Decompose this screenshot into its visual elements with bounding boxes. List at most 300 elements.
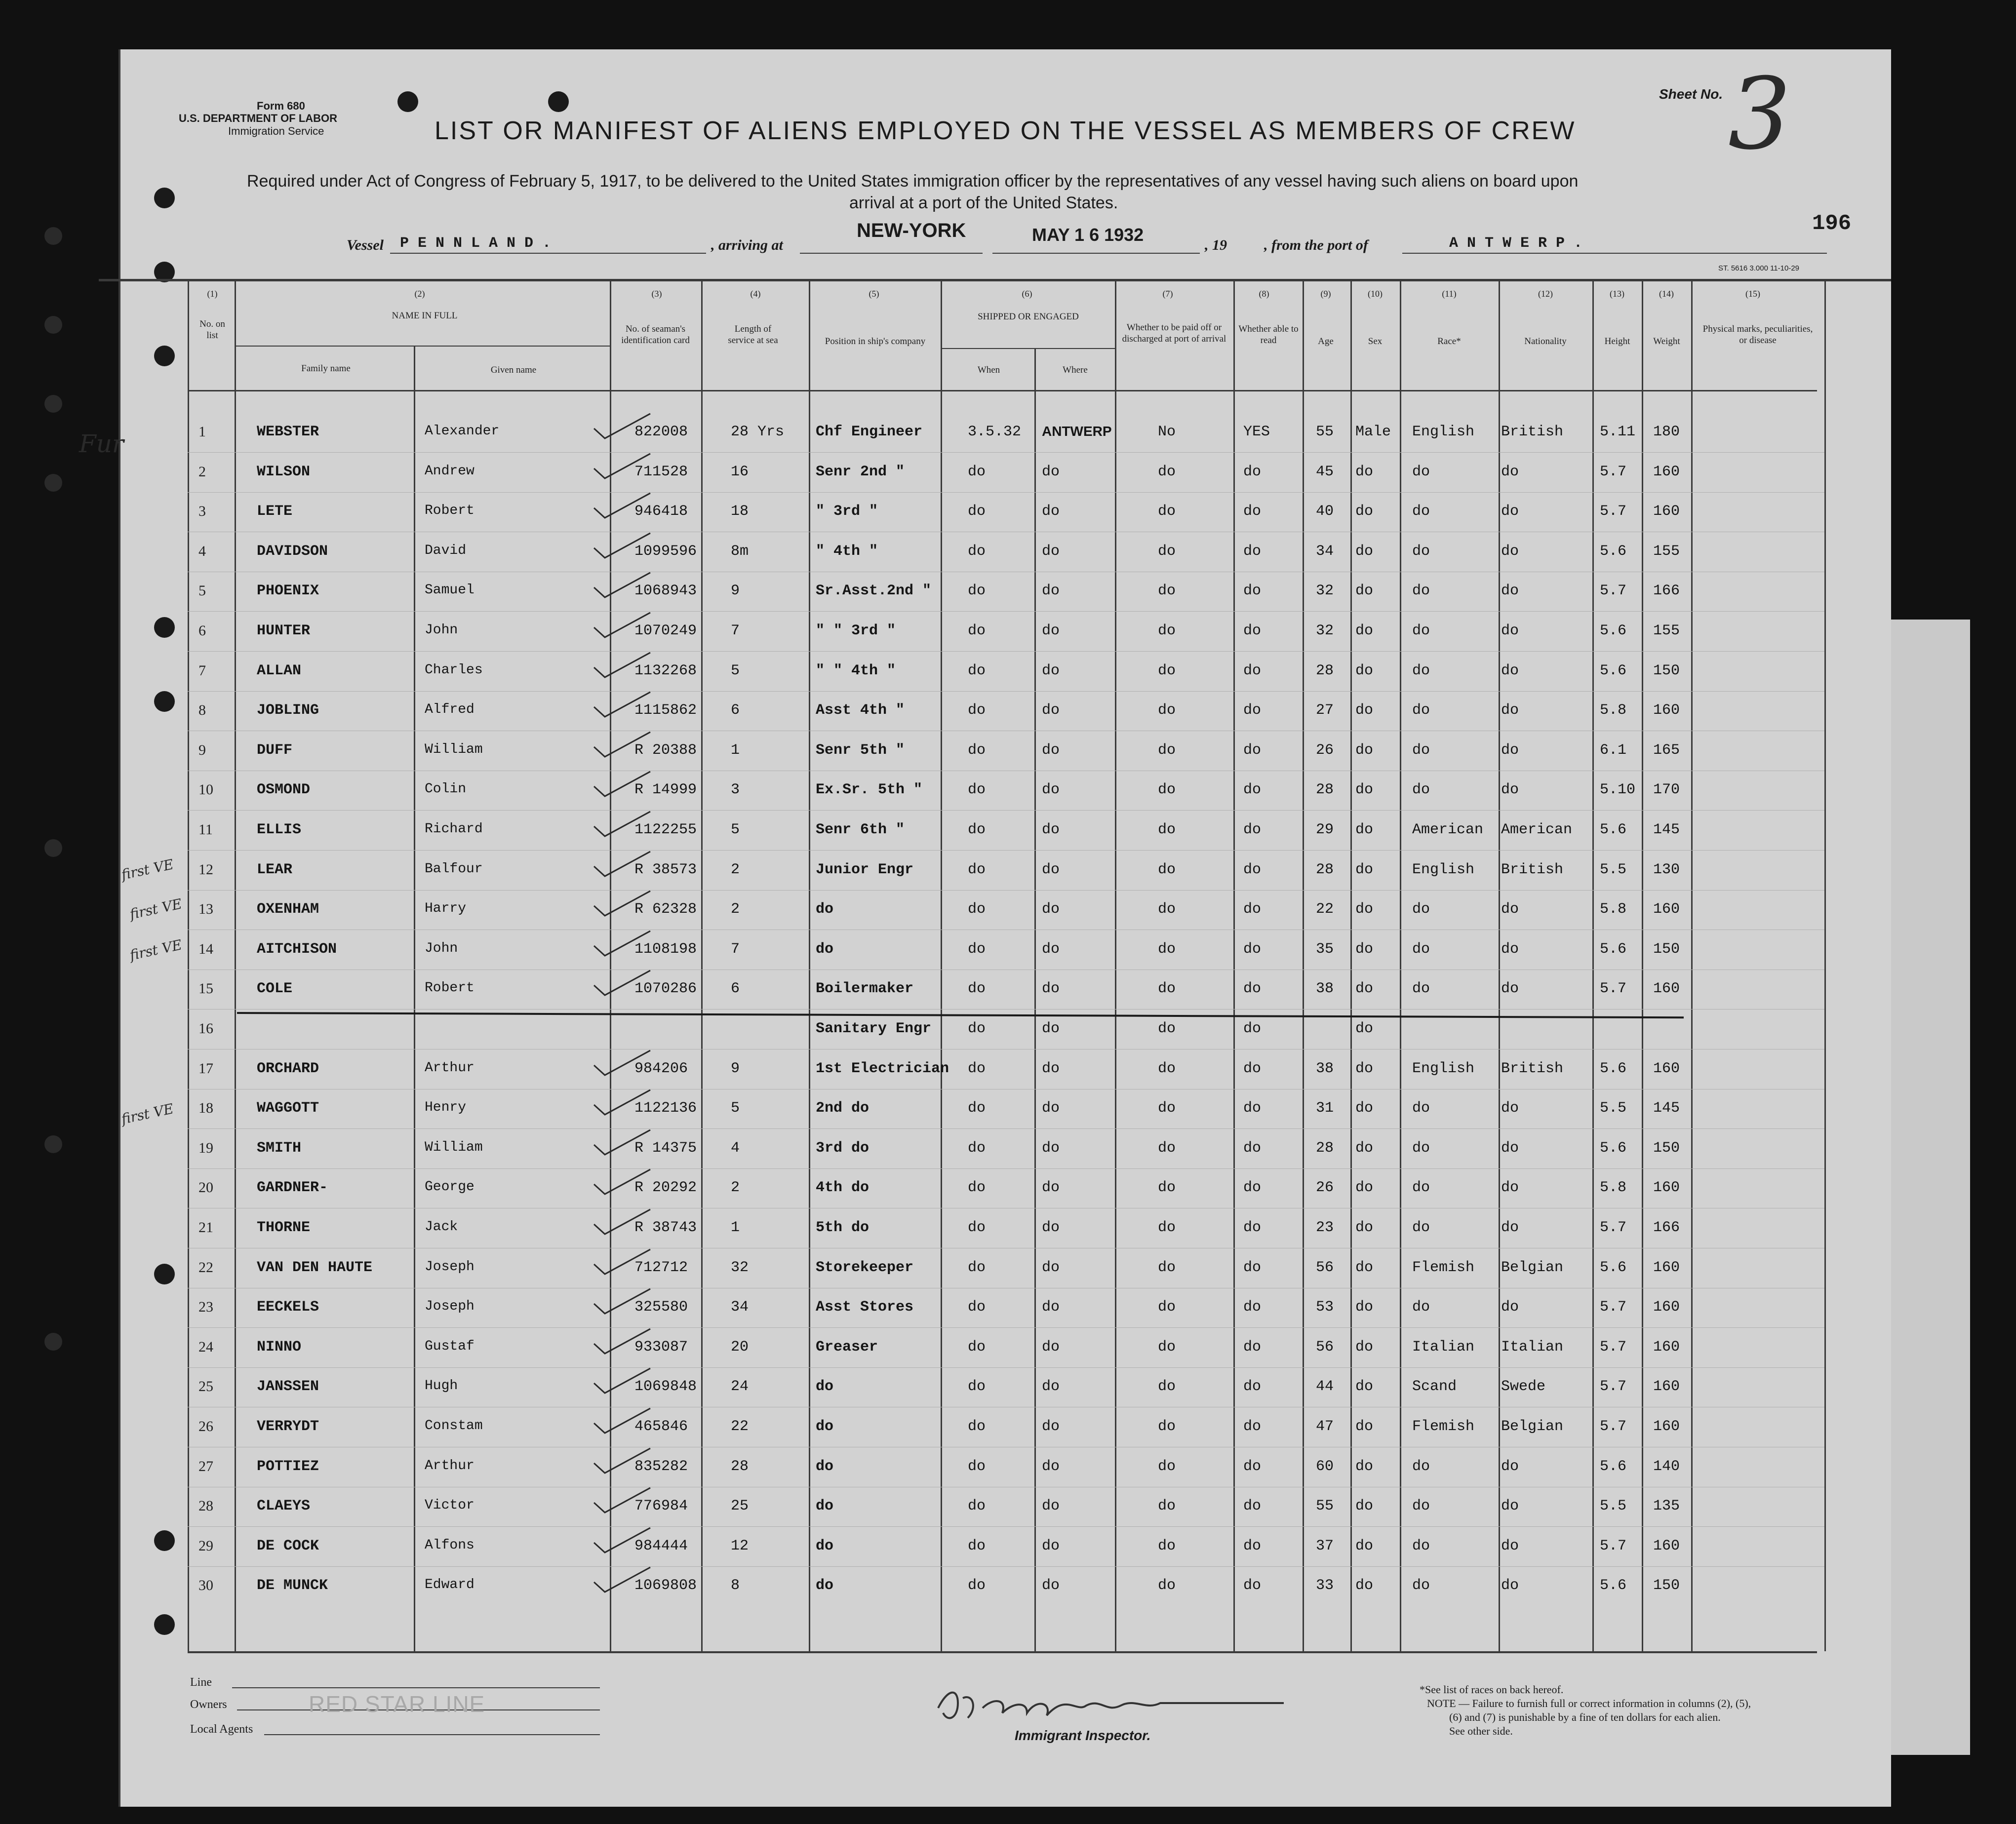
shipped-where: do	[1042, 1179, 1060, 1197]
binder-hole	[44, 395, 62, 413]
sex: do	[1355, 1338, 1374, 1356]
service-length: 1	[731, 741, 740, 759]
able-read: do	[1243, 1219, 1262, 1236]
able-read: do	[1243, 901, 1262, 918]
binder-hole	[154, 1614, 175, 1635]
family-name: LETE	[257, 503, 293, 520]
sex: do	[1355, 1537, 1374, 1554]
able-read: do	[1243, 1537, 1262, 1554]
margin-note: first VE	[119, 856, 175, 883]
header-when: When	[977, 365, 1000, 375]
name-subheader-rule	[235, 346, 610, 347]
age: 47	[1316, 1418, 1334, 1435]
race: do	[1412, 1458, 1430, 1475]
family-name: DUFF	[257, 741, 293, 759]
position: 3rd do	[816, 1139, 870, 1157]
row-number: 20	[198, 1179, 213, 1196]
shipped-when: do	[968, 1219, 986, 1236]
shipped-where: do	[1042, 622, 1060, 639]
shipped-when: do	[968, 622, 986, 639]
shipped-when: do	[968, 1418, 986, 1435]
row-rule	[188, 611, 1824, 612]
col-divider	[1034, 348, 1036, 1651]
height: 5.6	[1600, 1259, 1627, 1276]
nationality: Belgian	[1501, 1418, 1564, 1435]
col-num: (13)	[1610, 289, 1624, 299]
shipped-when: do	[968, 1498, 986, 1515]
age: 28	[1316, 662, 1334, 679]
header-family-name: Family name	[301, 363, 351, 374]
shipped-where: do	[1042, 861, 1060, 878]
sex: do	[1355, 1259, 1374, 1276]
age: 56	[1316, 1259, 1334, 1276]
sex: do	[1355, 940, 1374, 958]
weight: 150	[1653, 940, 1680, 958]
row-number: 1	[198, 424, 206, 440]
date-stamp: MAY 1 6 1932	[1032, 225, 1144, 245]
age: 28	[1316, 781, 1334, 799]
family-name: VERRYDT	[257, 1418, 319, 1435]
row-rule	[188, 691, 1824, 692]
col-num: (12)	[1538, 289, 1553, 299]
able-read: do	[1243, 781, 1262, 799]
race: do	[1412, 1537, 1430, 1554]
family-name: THORNE	[257, 1219, 311, 1236]
given-name: Andrew	[425, 463, 474, 479]
given-name: Alfred	[425, 702, 474, 718]
shipped-where: do	[1042, 543, 1060, 560]
shipped-when: do	[968, 1060, 986, 1077]
race: do	[1412, 503, 1430, 520]
position: do	[816, 1498, 834, 1515]
shipped-where: do	[1042, 901, 1060, 918]
shipped-when: do	[968, 1338, 986, 1356]
card-number: R 38573	[634, 861, 697, 878]
port-rule	[800, 253, 983, 254]
card-number: R 38743	[634, 1219, 697, 1236]
height: 5.6	[1600, 543, 1627, 560]
given-name: Joseph	[425, 1299, 474, 1315]
given-name: Colin	[425, 781, 467, 797]
nationality: British	[1501, 1060, 1564, 1077]
service-length: 18	[731, 503, 749, 520]
col-divider	[701, 281, 703, 1651]
age: 35	[1316, 940, 1334, 958]
service-length: 22	[731, 1418, 749, 1435]
sex: do	[1355, 861, 1374, 878]
able-read: do	[1243, 1179, 1262, 1197]
shipped-where: do	[1042, 1418, 1060, 1435]
able-read: do	[1243, 1577, 1262, 1594]
weight: 160	[1653, 901, 1680, 918]
header-age: Age	[1318, 336, 1334, 347]
shipped-where: do	[1042, 940, 1060, 958]
card-number: 984444	[634, 1537, 688, 1554]
service-length: 2	[731, 901, 740, 918]
line-label: Line	[190, 1676, 212, 1689]
weight: 160	[1653, 1060, 1680, 1077]
weight: 166	[1653, 582, 1680, 600]
margin-note: first VE	[119, 1100, 175, 1127]
service-length: 12	[731, 1537, 749, 1554]
binder-hole	[44, 1333, 62, 1351]
paid-off: do	[1158, 503, 1176, 520]
able-read: do	[1243, 1259, 1262, 1276]
shipped-where: do	[1042, 821, 1060, 838]
paid-off: do	[1158, 1100, 1176, 1117]
sex: do	[1355, 1498, 1374, 1515]
row-rule	[188, 1367, 1824, 1368]
given-name: Joseph	[425, 1259, 474, 1275]
form-number: Form 680	[257, 100, 305, 112]
check-mark-icon	[590, 1245, 654, 1280]
height: 5.7	[1600, 980, 1627, 998]
header-sex: Sex	[1368, 336, 1383, 347]
card-number: 946418	[634, 503, 688, 520]
shipped-where: do	[1042, 980, 1060, 998]
row-number: 13	[198, 901, 213, 918]
footer-note-2: NOTE — Failure to furnish full or correct information in columns (2), (5),	[1427, 1697, 1751, 1709]
position: do	[816, 1378, 834, 1396]
weight: 145	[1653, 821, 1680, 838]
height: 5.7	[1600, 463, 1627, 480]
card-number: 1070286	[634, 980, 697, 998]
row-number: 24	[198, 1338, 213, 1355]
card-number: 933087	[634, 1338, 688, 1356]
binder-hole	[397, 91, 418, 112]
height: 5.11	[1600, 424, 1636, 440]
col-num: (3)	[651, 289, 662, 299]
header-paid-off: Whether to be paid off or discharged at port of arrival	[1122, 322, 1226, 344]
shipped-where: do	[1042, 1537, 1060, 1554]
able-read: do	[1243, 1378, 1262, 1396]
service-length: 8	[731, 1577, 740, 1594]
able-read: do	[1243, 940, 1262, 958]
race: do	[1412, 622, 1430, 639]
header-length-service: Length of service at sea	[728, 324, 778, 346]
row-number: 7	[198, 662, 206, 679]
paid-off: No	[1158, 424, 1176, 440]
shipped-where: do	[1042, 1378, 1060, 1396]
shipped-when: do	[968, 1020, 986, 1037]
paid-off: do	[1158, 821, 1176, 838]
height: 5.5	[1600, 861, 1627, 878]
sex: do	[1355, 702, 1374, 719]
card-number: 822008	[634, 424, 688, 440]
able-read: YES	[1243, 424, 1270, 440]
age: 26	[1316, 1179, 1334, 1197]
paid-off: do	[1158, 1060, 1176, 1077]
height: 5.6	[1600, 1139, 1627, 1157]
shipped-when: do	[968, 901, 986, 918]
height: 5.6	[1600, 662, 1627, 679]
row-rule	[188, 452, 1824, 453]
row-number: 4	[198, 543, 206, 559]
col-divider	[1350, 281, 1352, 1651]
card-number: 984206	[634, 1060, 688, 1077]
binder-hole	[44, 474, 62, 492]
sex: do	[1355, 1219, 1374, 1236]
shipped-where: do	[1042, 1338, 1060, 1356]
given-name: Robert	[425, 980, 474, 996]
position: Senr 5th "	[816, 741, 905, 759]
row-number: 6	[198, 622, 206, 639]
vessel-label: Vessel	[347, 237, 384, 253]
service-length: 25	[731, 1498, 749, 1515]
height: 5.6	[1600, 1577, 1627, 1594]
able-read: do	[1243, 821, 1262, 838]
weight: 166	[1653, 1219, 1680, 1236]
position: do	[816, 1577, 834, 1594]
row-number: 26	[198, 1418, 213, 1435]
race: do	[1412, 1100, 1430, 1117]
year-label: , 19	[1205, 237, 1227, 253]
position: 1st Electrician	[816, 1060, 949, 1077]
row-number: 30	[198, 1577, 213, 1594]
service-length: 5	[731, 821, 740, 838]
paid-off: do	[1158, 622, 1176, 639]
header-where: Where	[1063, 365, 1088, 375]
given-name: Robert	[425, 503, 474, 519]
check-mark-icon	[590, 1165, 654, 1200]
shipped-where: do	[1042, 1060, 1060, 1077]
service-length: 5	[731, 1100, 740, 1117]
col-num: (14)	[1659, 289, 1674, 299]
card-number: 1122255	[634, 821, 697, 838]
race: do	[1412, 1179, 1430, 1197]
race: English	[1412, 424, 1475, 440]
able-read: do	[1243, 463, 1262, 480]
age: 56	[1316, 1338, 1334, 1356]
shipped-when: do	[968, 1139, 986, 1157]
service-length: 28	[731, 1458, 749, 1475]
row-rule	[188, 850, 1824, 851]
nationality: do	[1501, 1100, 1519, 1117]
height: 5.7	[1600, 1219, 1627, 1236]
sex: do	[1355, 463, 1374, 480]
row-rule	[188, 651, 1824, 652]
service-length: 1	[731, 1219, 740, 1236]
weight: 160	[1653, 1338, 1680, 1356]
col-num: (6)	[1022, 289, 1032, 299]
row-number: 5	[198, 582, 206, 599]
weight: 145	[1653, 1100, 1680, 1117]
inspector-label: Immigrant Inspector.	[1015, 1728, 1151, 1743]
age: 40	[1316, 503, 1334, 520]
race: Flemish	[1412, 1418, 1475, 1435]
position: Ex.Sr. 5th "	[816, 781, 923, 799]
height: 5.6	[1600, 622, 1627, 639]
weight: 160	[1653, 1299, 1680, 1316]
position: do	[816, 1537, 834, 1554]
position: 4th do	[816, 1179, 870, 1197]
col-divider	[414, 346, 415, 1651]
paid-off: do	[1158, 543, 1176, 560]
paid-off: do	[1158, 1537, 1176, 1554]
row-number: 9	[198, 741, 206, 758]
sex: do	[1355, 1060, 1374, 1077]
binder-hole	[154, 691, 175, 712]
check-mark-icon	[590, 1126, 654, 1161]
row-number: 17	[198, 1060, 213, 1077]
shipped-when: do	[968, 543, 986, 560]
position: Boilermaker	[816, 980, 914, 998]
position: Junior Engr	[816, 861, 914, 878]
age: 27	[1316, 702, 1334, 719]
able-read: do	[1243, 1139, 1262, 1157]
check-mark-icon	[590, 1205, 654, 1240]
check-mark-icon	[590, 768, 654, 802]
service-length: 6	[731, 702, 740, 719]
sex: do	[1355, 1179, 1374, 1197]
card-number: 1068943	[634, 582, 697, 600]
row-number: 8	[198, 702, 206, 719]
paid-off: do	[1158, 901, 1176, 918]
margin-note: first VE	[128, 936, 184, 964]
paid-off: do	[1158, 702, 1176, 719]
given-name: Jack	[425, 1219, 458, 1235]
able-read: do	[1243, 1299, 1262, 1316]
service-length: 32	[731, 1259, 749, 1276]
shipped-where: do	[1042, 1299, 1060, 1316]
col-divider	[1303, 281, 1304, 1651]
race: do	[1412, 702, 1430, 719]
shipped-where: do	[1042, 702, 1060, 719]
agents-rule	[264, 1734, 600, 1735]
weight: 160	[1653, 1537, 1680, 1554]
row-number: 19	[198, 1139, 213, 1156]
age: 23	[1316, 1219, 1334, 1236]
given-name: Arthur	[425, 1458, 474, 1474]
given-name: Constam	[425, 1418, 483, 1434]
height: 5.6	[1600, 1458, 1627, 1475]
header-race: Race*	[1437, 336, 1461, 347]
nationality: British	[1501, 424, 1564, 440]
check-mark-icon	[590, 1524, 654, 1558]
race: do	[1412, 1299, 1430, 1316]
shipped-where: do	[1042, 662, 1060, 679]
shipped-when: do	[968, 702, 986, 719]
col-divider	[188, 281, 189, 1651]
row-number: 3	[198, 503, 206, 520]
family-name: CLAEYS	[257, 1498, 311, 1515]
vessel-name: P E N N L A N D .	[400, 235, 552, 252]
nationality: do	[1501, 940, 1519, 958]
nationality: do	[1501, 503, 1519, 520]
vessel-rule	[390, 253, 706, 254]
card-number: 712712	[634, 1259, 688, 1276]
shipped-when: do	[968, 1577, 986, 1594]
card-number: 1108198	[634, 940, 697, 958]
paid-off: do	[1158, 463, 1176, 480]
margin-note: first VE	[128, 895, 184, 923]
given-name: Arthur	[425, 1060, 474, 1076]
weight: 155	[1653, 622, 1680, 639]
paid-off: do	[1158, 1418, 1176, 1435]
sex: do	[1355, 821, 1374, 838]
nationality: do	[1501, 1299, 1519, 1316]
service-length: 28 Yrs	[731, 424, 785, 440]
height: 5.8	[1600, 901, 1627, 918]
nationality: do	[1501, 1179, 1519, 1197]
footer-note-4: See other side.	[1449, 1725, 1513, 1737]
paid-off: do	[1158, 662, 1176, 679]
age: 44	[1316, 1378, 1334, 1396]
shipped-when: do	[968, 463, 986, 480]
race: do	[1412, 582, 1430, 600]
line-rule	[232, 1687, 600, 1688]
margin-note: Fur	[79, 429, 124, 458]
binder-hole	[154, 1264, 175, 1284]
right-margin	[1891, 620, 1970, 1755]
able-read: do	[1243, 1418, 1262, 1435]
sex: do	[1355, 1299, 1374, 1316]
paid-off: do	[1158, 1458, 1176, 1475]
col-divider	[1499, 281, 1500, 1651]
position: " 3rd "	[816, 503, 878, 520]
able-read: do	[1243, 1020, 1262, 1037]
weight: 150	[1653, 1139, 1680, 1157]
given-name: Harry	[425, 901, 467, 917]
sex: do	[1355, 1458, 1374, 1475]
race: do	[1412, 1498, 1430, 1515]
inspector-signature	[928, 1678, 1284, 1733]
shipped-where: do	[1042, 1458, 1060, 1475]
able-read: do	[1243, 1100, 1262, 1117]
height: 5.6	[1600, 940, 1627, 958]
card-number: 1069848	[634, 1378, 697, 1396]
height: 5.5	[1600, 1100, 1627, 1117]
row-number: 28	[198, 1498, 213, 1514]
col-divider	[1691, 281, 1693, 1651]
race: do	[1412, 940, 1430, 958]
race: American	[1412, 821, 1484, 838]
shipped-where: do	[1042, 1259, 1060, 1276]
family-name: WAGGOTT	[257, 1100, 319, 1117]
paid-off: do	[1158, 940, 1176, 958]
family-name: WILSON	[257, 463, 311, 480]
weight: 160	[1653, 503, 1680, 520]
col-divider	[809, 281, 810, 1651]
shipped-where: do	[1042, 1139, 1060, 1157]
row-number: 16	[198, 1020, 213, 1037]
binder-hole	[548, 91, 569, 112]
row-rule	[188, 1128, 1824, 1129]
row-number: 2	[198, 463, 206, 480]
arrival-port: NEW-YORK	[857, 220, 966, 241]
race: do	[1412, 662, 1430, 679]
service-length: 9	[731, 582, 740, 600]
sex: do	[1355, 503, 1374, 520]
given-name: Samuel	[425, 582, 474, 598]
height: 5.7	[1600, 1338, 1627, 1356]
header-nationality: Nationality	[1524, 336, 1567, 347]
family-name: HUNTER	[257, 622, 311, 639]
binder-hole	[44, 839, 62, 857]
row-number: 14	[198, 940, 213, 957]
given-name: Victor	[425, 1498, 474, 1514]
arriving-label: , arriving at	[711, 237, 783, 253]
height: 5.7	[1600, 1378, 1627, 1396]
able-read: do	[1243, 1060, 1262, 1077]
shipped-subheader-rule	[941, 348, 1115, 349]
nationality: do	[1501, 901, 1519, 918]
shipped-when: do	[968, 1179, 986, 1197]
shipped-when: do	[968, 582, 986, 600]
col-divider	[1592, 281, 1594, 1651]
given-name: William	[425, 741, 483, 757]
binder-hole	[44, 316, 62, 334]
